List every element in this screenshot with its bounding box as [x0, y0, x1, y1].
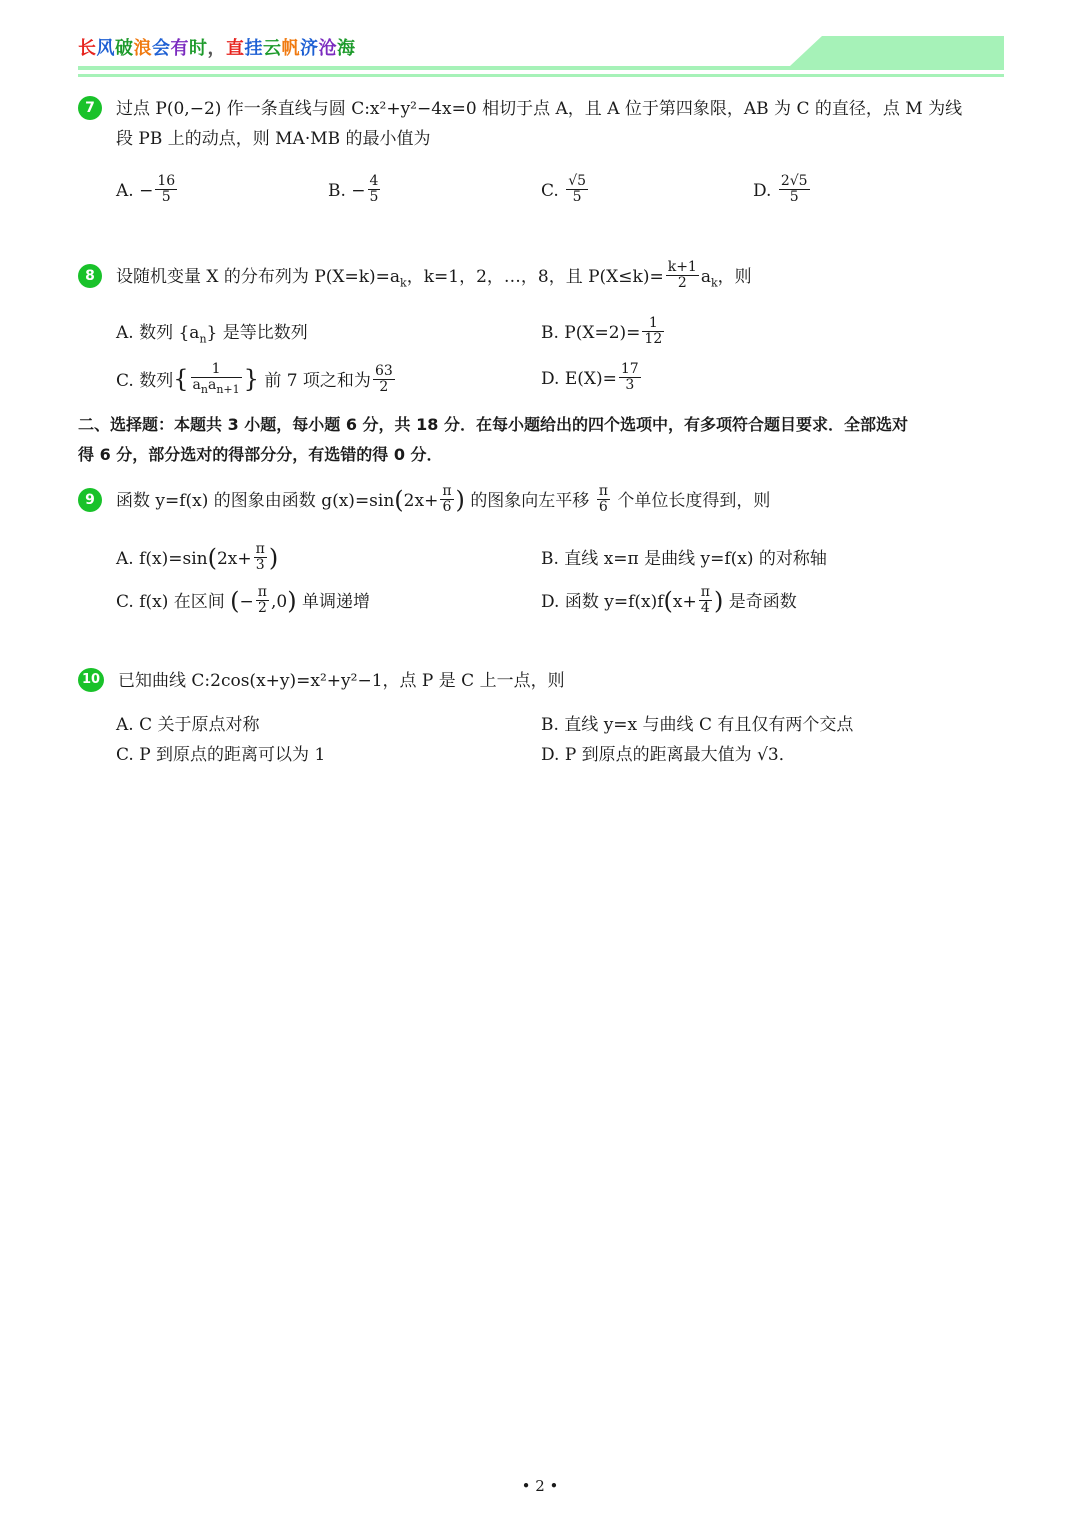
question-number-badge: 8	[78, 264, 102, 288]
page-header	[0, 0, 1080, 90]
slogan-char: 帆	[281, 38, 300, 59]
slogan-char: 挂	[244, 38, 263, 59]
slogan-char: 浪	[133, 38, 152, 59]
question-number-badge: 7	[78, 96, 102, 120]
fraction: $\frac{√5}{5}$	[568, 173, 587, 205]
section-heading-line: 二、选择题：本题共 3 小题，每小题 6 分，共 18 分．在每小题给出的四个选项中，有多项符合题目要求．全部选对	[78, 415, 908, 434]
option-c: C. $\frac{√5}{5}$	[541, 173, 587, 205]
question-7	[78, 94, 992, 154]
question-number-badge: 10	[78, 668, 104, 692]
slogan-char: ，	[207, 38, 226, 59]
option-c: C. 数列{ $\frac{1}{a_na_{n+1}}$ } 前 7 项之和为 $\frac{63}{2}$	[116, 361, 393, 396]
option-c: C. f(x) 在区间 (− $\frac{\pi}{2}$ ,0) 单调递增	[116, 584, 371, 616]
section-heading-line: 得 6 分，部分选对的得部分分，有选错的得 0 分．	[78, 445, 443, 464]
option-a: A. f(x)=sin(2x+ $\frac{\pi}{3}$ )	[116, 541, 279, 573]
fraction: $\frac{k+1}{2}$	[667, 259, 697, 291]
fraction: $\frac{4}{5}$	[369, 173, 379, 205]
slogan-char: 会	[152, 38, 171, 59]
option-d: D. $\frac{2√5}{5}$	[753, 173, 808, 205]
option-a: A. 数列 $\{a_n\}$ 是等比数列	[116, 323, 308, 346]
question-9	[78, 483, 992, 517]
question-stem-continued: 段 PB 上的动点，则 MA·MB 的最小值为	[116, 129, 431, 149]
section-heading	[78, 410, 992, 470]
fraction: $\frac{2√5}{5}$	[780, 173, 808, 205]
option-a: A. C 关于原点对称	[116, 715, 260, 735]
slogan-char: 有	[170, 38, 189, 59]
slogan-char: 沧	[318, 38, 337, 59]
question-stem: 函数 y=f(x) 的图象由函数 g(x)=sin(2x+ $\frac{\pi}{6}$ ) 的图象向左平移 $\frac{\pi}{6}$ 个单位长度得到，则	[116, 483, 771, 515]
question-8	[78, 259, 992, 298]
question-number-badge: 9	[78, 488, 102, 512]
question-10	[78, 666, 992, 696]
slogan-char: 云	[263, 38, 282, 59]
option-b: B. 直线 x=π 是曲线 y=f(x) 的对称轴	[541, 549, 827, 569]
question-stem: 过点 P(0,−2) 作一条直线与圆 C:x²+y²−4x=0 相切于点 A，且 A 位于第四象限，AB 为 C 的直径，点 M 为线	[116, 99, 963, 119]
option-d: D. 函数 y=f(x)f(x+ $\frac{\pi}{4}$ ) 是奇函数	[541, 584, 797, 616]
header-slogan	[78, 34, 356, 60]
slogan-char: 破	[115, 38, 134, 59]
slogan-char: 长	[78, 38, 97, 59]
option-d: D. P 到原点的距离最大值为 √3．	[541, 745, 796, 765]
slogan-char: 海	[337, 38, 356, 59]
option-b: B. 直线 y=x 与曲线 C 有且仅有两个交点	[541, 715, 854, 735]
slogan-char: 直	[226, 38, 245, 59]
option-d: D. E(X)= $\frac{17}{3}$	[541, 361, 639, 393]
slogan-char: 时	[189, 38, 208, 59]
fraction: $\frac{16}{5}$	[157, 173, 176, 205]
question-stem: 设随机变量 X 的分布列为 $P(X=k)=a_k$，k=1，2，…，8，且 P(X≤k)= $\frac{k+1}{2}$ $a_k$，则	[116, 259, 752, 291]
option-a: A. − $\frac{16}{5}$	[116, 173, 176, 205]
option-c: C. P 到原点的距离可以为 1	[116, 745, 326, 765]
option-b: B. P(X=2)= $\frac{1}{12}$	[541, 315, 663, 347]
slogan-char: 风	[96, 38, 115, 59]
question-stem: 已知曲线 C:2cos(x+y)=x²+y²−1，点 P 是 C 上一点，则	[118, 671, 565, 691]
option-b: B. − $\frac{4}{5}$	[328, 173, 379, 205]
slogan-char: 济	[300, 38, 319, 59]
page-number: • 2 •	[521, 1477, 559, 1495]
